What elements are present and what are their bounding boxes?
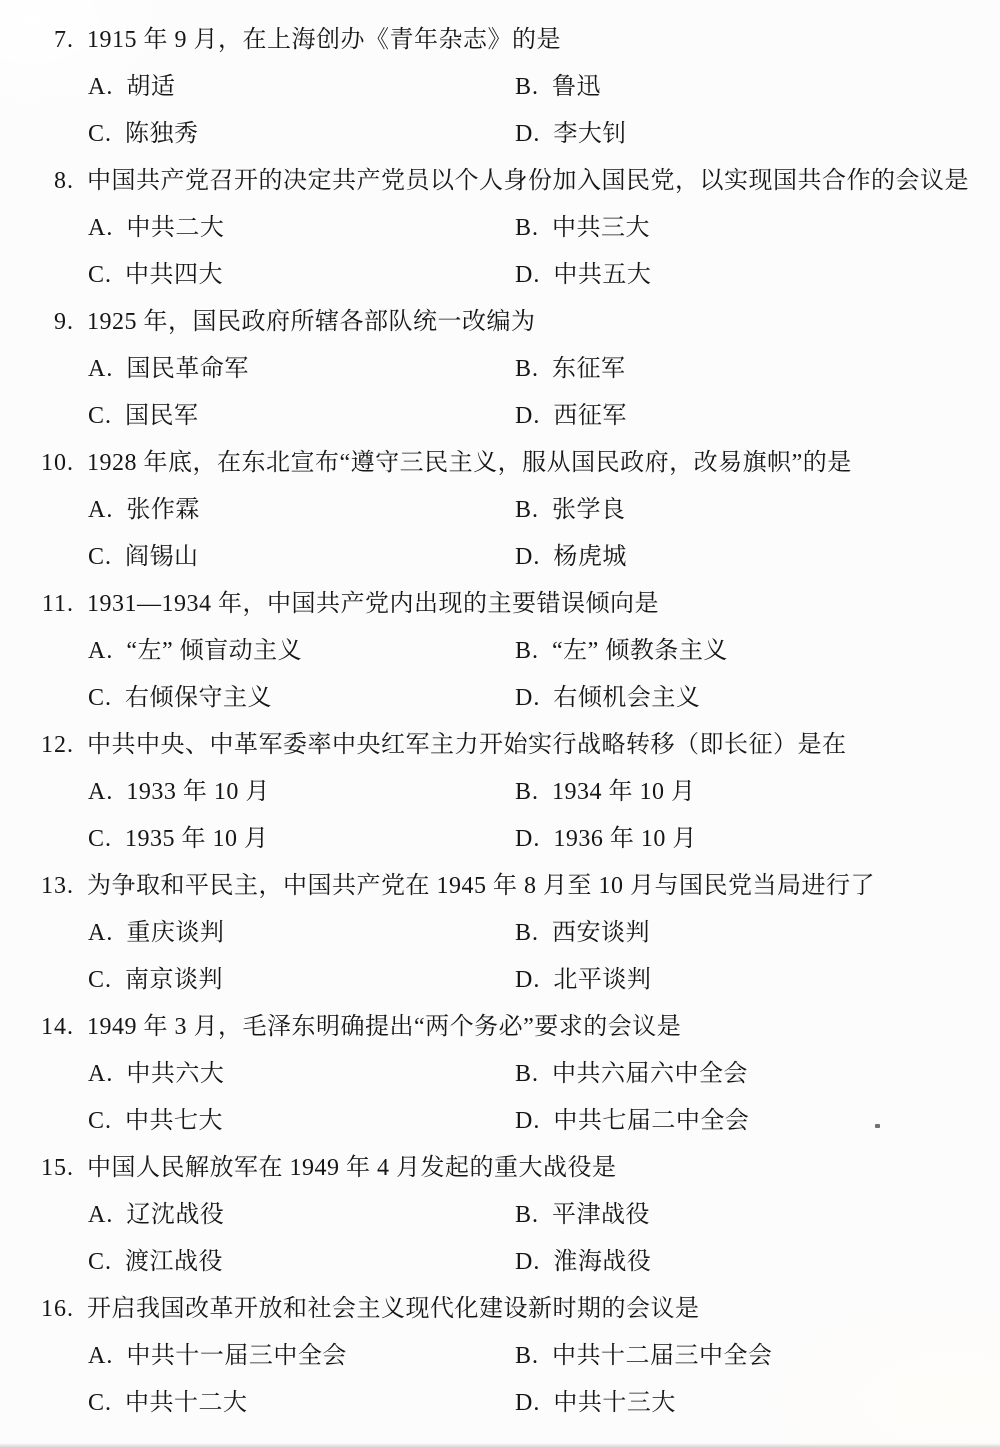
option-letter: C. xyxy=(88,403,113,429)
option-row xyxy=(22,487,982,534)
question-number: 9. xyxy=(54,309,74,335)
question-block xyxy=(22,581,982,722)
option-row xyxy=(22,1192,982,1239)
option xyxy=(515,111,627,158)
option-text: 中共三大 xyxy=(552,215,651,241)
question-block xyxy=(22,440,982,581)
question-text: 1928 年底，在东北宣布“遵守三民主义，服从国民政府，改易旗帜”的是 xyxy=(87,450,852,476)
option xyxy=(515,64,601,111)
option xyxy=(88,111,515,158)
option-text: 中共十二届三中全会 xyxy=(552,1343,773,1369)
option-text: 张学良 xyxy=(552,497,626,523)
option xyxy=(88,1098,515,1145)
option xyxy=(88,205,515,252)
option-text: 中共十一届三中全会 xyxy=(126,1343,347,1369)
option-row xyxy=(22,111,982,158)
option-text: 李大钊 xyxy=(553,121,627,147)
option-row xyxy=(22,910,982,957)
option-text: 胡适 xyxy=(126,74,176,100)
question-number: 12. xyxy=(41,732,74,758)
option-letter: C. xyxy=(88,121,113,147)
option-letter: B. xyxy=(515,497,540,523)
option-text: 1934 年 10 月 xyxy=(552,779,696,805)
option-text: 右倾保守主义 xyxy=(125,685,273,711)
question-block xyxy=(22,1004,982,1145)
option-letter: A. xyxy=(88,1343,114,1369)
question-block xyxy=(22,299,982,440)
option-text: 中共七届二中全会 xyxy=(553,1108,750,1134)
option-letter: D. xyxy=(515,967,541,993)
option-letter: D. xyxy=(515,544,541,570)
question-line xyxy=(22,722,982,769)
option-letter: B. xyxy=(515,1202,540,1228)
option-text: 南京谈判 xyxy=(125,967,224,993)
option xyxy=(515,1098,749,1145)
option-text: 国民军 xyxy=(125,403,199,429)
page-bottom-edge xyxy=(0,1443,1000,1448)
option xyxy=(88,1051,515,1098)
option xyxy=(88,957,515,1004)
question-block xyxy=(22,722,982,863)
question-text: 中共中央、中革军委率中央红军主力开始实行战略转移（即长征）是在 xyxy=(87,732,847,758)
option-row xyxy=(22,252,982,299)
question-block xyxy=(22,863,982,1004)
option-row xyxy=(22,675,982,722)
option-row xyxy=(22,957,982,1004)
option-row xyxy=(22,205,982,252)
question-number: 16. xyxy=(41,1296,74,1322)
option-row xyxy=(22,64,982,111)
question-text: 为争取和平民主，中国共产党在 1945 年 8 月至 10 月与国民党当局进行了 xyxy=(87,873,875,899)
option xyxy=(515,910,650,957)
option-row xyxy=(22,1380,982,1427)
question-number: 11. xyxy=(41,591,74,617)
option-text: 西征军 xyxy=(553,403,627,429)
option xyxy=(515,769,696,816)
option-row xyxy=(22,769,982,816)
option-row xyxy=(22,393,982,440)
option xyxy=(88,252,515,299)
scan-artifact xyxy=(875,1124,880,1128)
option-letter: B. xyxy=(515,638,540,664)
option-text: 辽沈战役 xyxy=(126,1202,225,1228)
option-text: 阎锡山 xyxy=(125,544,199,570)
option xyxy=(88,1192,515,1239)
option-letter: C. xyxy=(88,1390,113,1416)
option-text: 陈独秀 xyxy=(125,121,199,147)
option-text: 杨虎城 xyxy=(553,544,627,570)
question-block xyxy=(22,17,982,158)
option-text: 西安谈判 xyxy=(552,920,651,946)
option-letter: B. xyxy=(515,779,540,805)
option-text: 中共五大 xyxy=(553,262,652,288)
option-text: 1935 年 10 月 xyxy=(125,826,269,852)
option xyxy=(515,346,626,393)
option-text: 中共二大 xyxy=(126,215,225,241)
option-letter: D. xyxy=(515,685,541,711)
question-block xyxy=(22,1145,982,1286)
option-text: 东征军 xyxy=(552,356,626,382)
option-text: 中共七大 xyxy=(125,1108,224,1134)
question-line xyxy=(22,158,982,205)
option xyxy=(88,346,515,393)
question-text: 开启我国改革开放和社会主义现代化建设新时期的会议是 xyxy=(87,1296,700,1322)
question-line xyxy=(22,17,982,64)
option-text: 重庆谈判 xyxy=(126,920,225,946)
option xyxy=(88,675,515,722)
question-number: 10. xyxy=(41,450,74,476)
option-letter: B. xyxy=(515,920,540,946)
question-line xyxy=(22,1004,982,1051)
option-text: 鲁迅 xyxy=(552,74,602,100)
option xyxy=(88,1380,515,1427)
option-text: 中共十二大 xyxy=(125,1390,248,1416)
option xyxy=(515,393,627,440)
option xyxy=(88,64,515,111)
option xyxy=(515,205,650,252)
option-letter: C. xyxy=(88,685,113,711)
option-text: 北平谈判 xyxy=(553,967,652,993)
option-letter: D. xyxy=(515,262,541,288)
question-number: 14. xyxy=(41,1014,74,1040)
question-text: 1931—1934 年，中国共产党内出现的主要错误倾向是 xyxy=(87,591,659,617)
option-row xyxy=(22,346,982,393)
option-text: 张作霖 xyxy=(126,497,200,523)
option-letter: C. xyxy=(88,1108,113,1134)
option-letter: D. xyxy=(515,121,541,147)
option-text: 国民革命军 xyxy=(126,356,249,382)
question-line xyxy=(22,1286,982,1333)
option-letter: C. xyxy=(88,967,113,993)
question-text: 中国人民解放军在 1949 年 4 月发起的重大战役是 xyxy=(87,1155,617,1181)
option xyxy=(88,769,515,816)
option xyxy=(515,1192,650,1239)
option-letter: D. xyxy=(515,1108,541,1134)
question-text: 1925 年，国民政府所辖各部队统一改编为 xyxy=(87,309,536,335)
option xyxy=(88,487,515,534)
option-letter: D. xyxy=(515,403,541,429)
option-letter: D. xyxy=(515,826,541,852)
option-letter: A. xyxy=(88,74,114,100)
option-text: 中共六大 xyxy=(126,1061,225,1087)
option-letter: C. xyxy=(88,826,113,852)
question-text: 1949 年 3 月，毛泽东明确提出“两个务必”要求的会议是 xyxy=(87,1014,682,1040)
option-letter: C. xyxy=(88,544,113,570)
option xyxy=(515,1333,773,1380)
option xyxy=(515,1380,676,1427)
option-text: 右倾机会主义 xyxy=(553,685,701,711)
question-number: 8. xyxy=(54,168,74,194)
option xyxy=(515,675,700,722)
option-row xyxy=(22,1239,982,1286)
option xyxy=(88,393,515,440)
option-letter: B. xyxy=(515,1061,540,1087)
question-line xyxy=(22,1145,982,1192)
option-letter: A. xyxy=(88,497,114,523)
option-letter: C. xyxy=(88,1249,113,1275)
question-block xyxy=(22,158,982,299)
option-letter: B. xyxy=(515,215,540,241)
option-letter: B. xyxy=(515,74,540,100)
question-line xyxy=(22,863,982,910)
option-row xyxy=(22,1333,982,1380)
option-letter: A. xyxy=(88,356,114,382)
option-letter: B. xyxy=(515,356,540,382)
option-text: 中共六届六中全会 xyxy=(552,1061,749,1087)
option-text: 平津战役 xyxy=(552,1202,651,1228)
option-row xyxy=(22,534,982,581)
option-letter: A. xyxy=(88,1202,114,1228)
question-line xyxy=(22,581,982,628)
option xyxy=(88,628,515,675)
option-text: “左” 倾盲动主义 xyxy=(126,638,303,664)
option xyxy=(515,1239,651,1286)
option xyxy=(515,487,626,534)
option xyxy=(88,534,515,581)
option-letter: A. xyxy=(88,779,114,805)
option-row xyxy=(22,628,982,675)
question-text: 1915 年 9 月，在上海创办《青年杂志》的是 xyxy=(87,27,561,53)
option-row xyxy=(22,1051,982,1098)
question-line xyxy=(22,299,982,346)
question-number: 15. xyxy=(41,1155,74,1181)
question-number: 13. xyxy=(41,873,74,899)
option xyxy=(515,628,728,675)
option-text: 淮海战役 xyxy=(553,1249,652,1275)
option-letter: D. xyxy=(515,1390,541,1416)
question-number: 7. xyxy=(54,27,74,53)
question-text: 中国共产党召开的决定共产党员以个人身份加入国民党，以实现国共合作的会议是 xyxy=(87,168,969,194)
option xyxy=(515,1051,748,1098)
option xyxy=(88,1239,515,1286)
option-text: 1936 年 10 月 xyxy=(553,826,697,852)
option xyxy=(515,957,651,1004)
question-block xyxy=(22,1286,982,1427)
option-text: 渡江战役 xyxy=(125,1249,224,1275)
option xyxy=(88,1333,515,1380)
option-letter: A. xyxy=(88,215,114,241)
option xyxy=(88,910,515,957)
option xyxy=(515,534,627,581)
option-letter: D. xyxy=(515,1249,541,1275)
option xyxy=(515,252,651,299)
option xyxy=(88,816,515,863)
option-letter: B. xyxy=(515,1343,540,1369)
option-text: 1933 年 10 月 xyxy=(126,779,270,805)
option-row xyxy=(22,816,982,863)
option-text: 中共十三大 xyxy=(553,1390,676,1416)
option-text: “左” 倾教条主义 xyxy=(552,638,728,664)
option-letter: A. xyxy=(88,638,114,664)
option-text: 中共四大 xyxy=(125,262,224,288)
question-line xyxy=(22,440,982,487)
option-letter: C. xyxy=(88,262,113,288)
option-letter: A. xyxy=(88,1061,114,1087)
option xyxy=(515,816,697,863)
option-row xyxy=(22,1098,982,1145)
option-letter: A. xyxy=(88,920,114,946)
